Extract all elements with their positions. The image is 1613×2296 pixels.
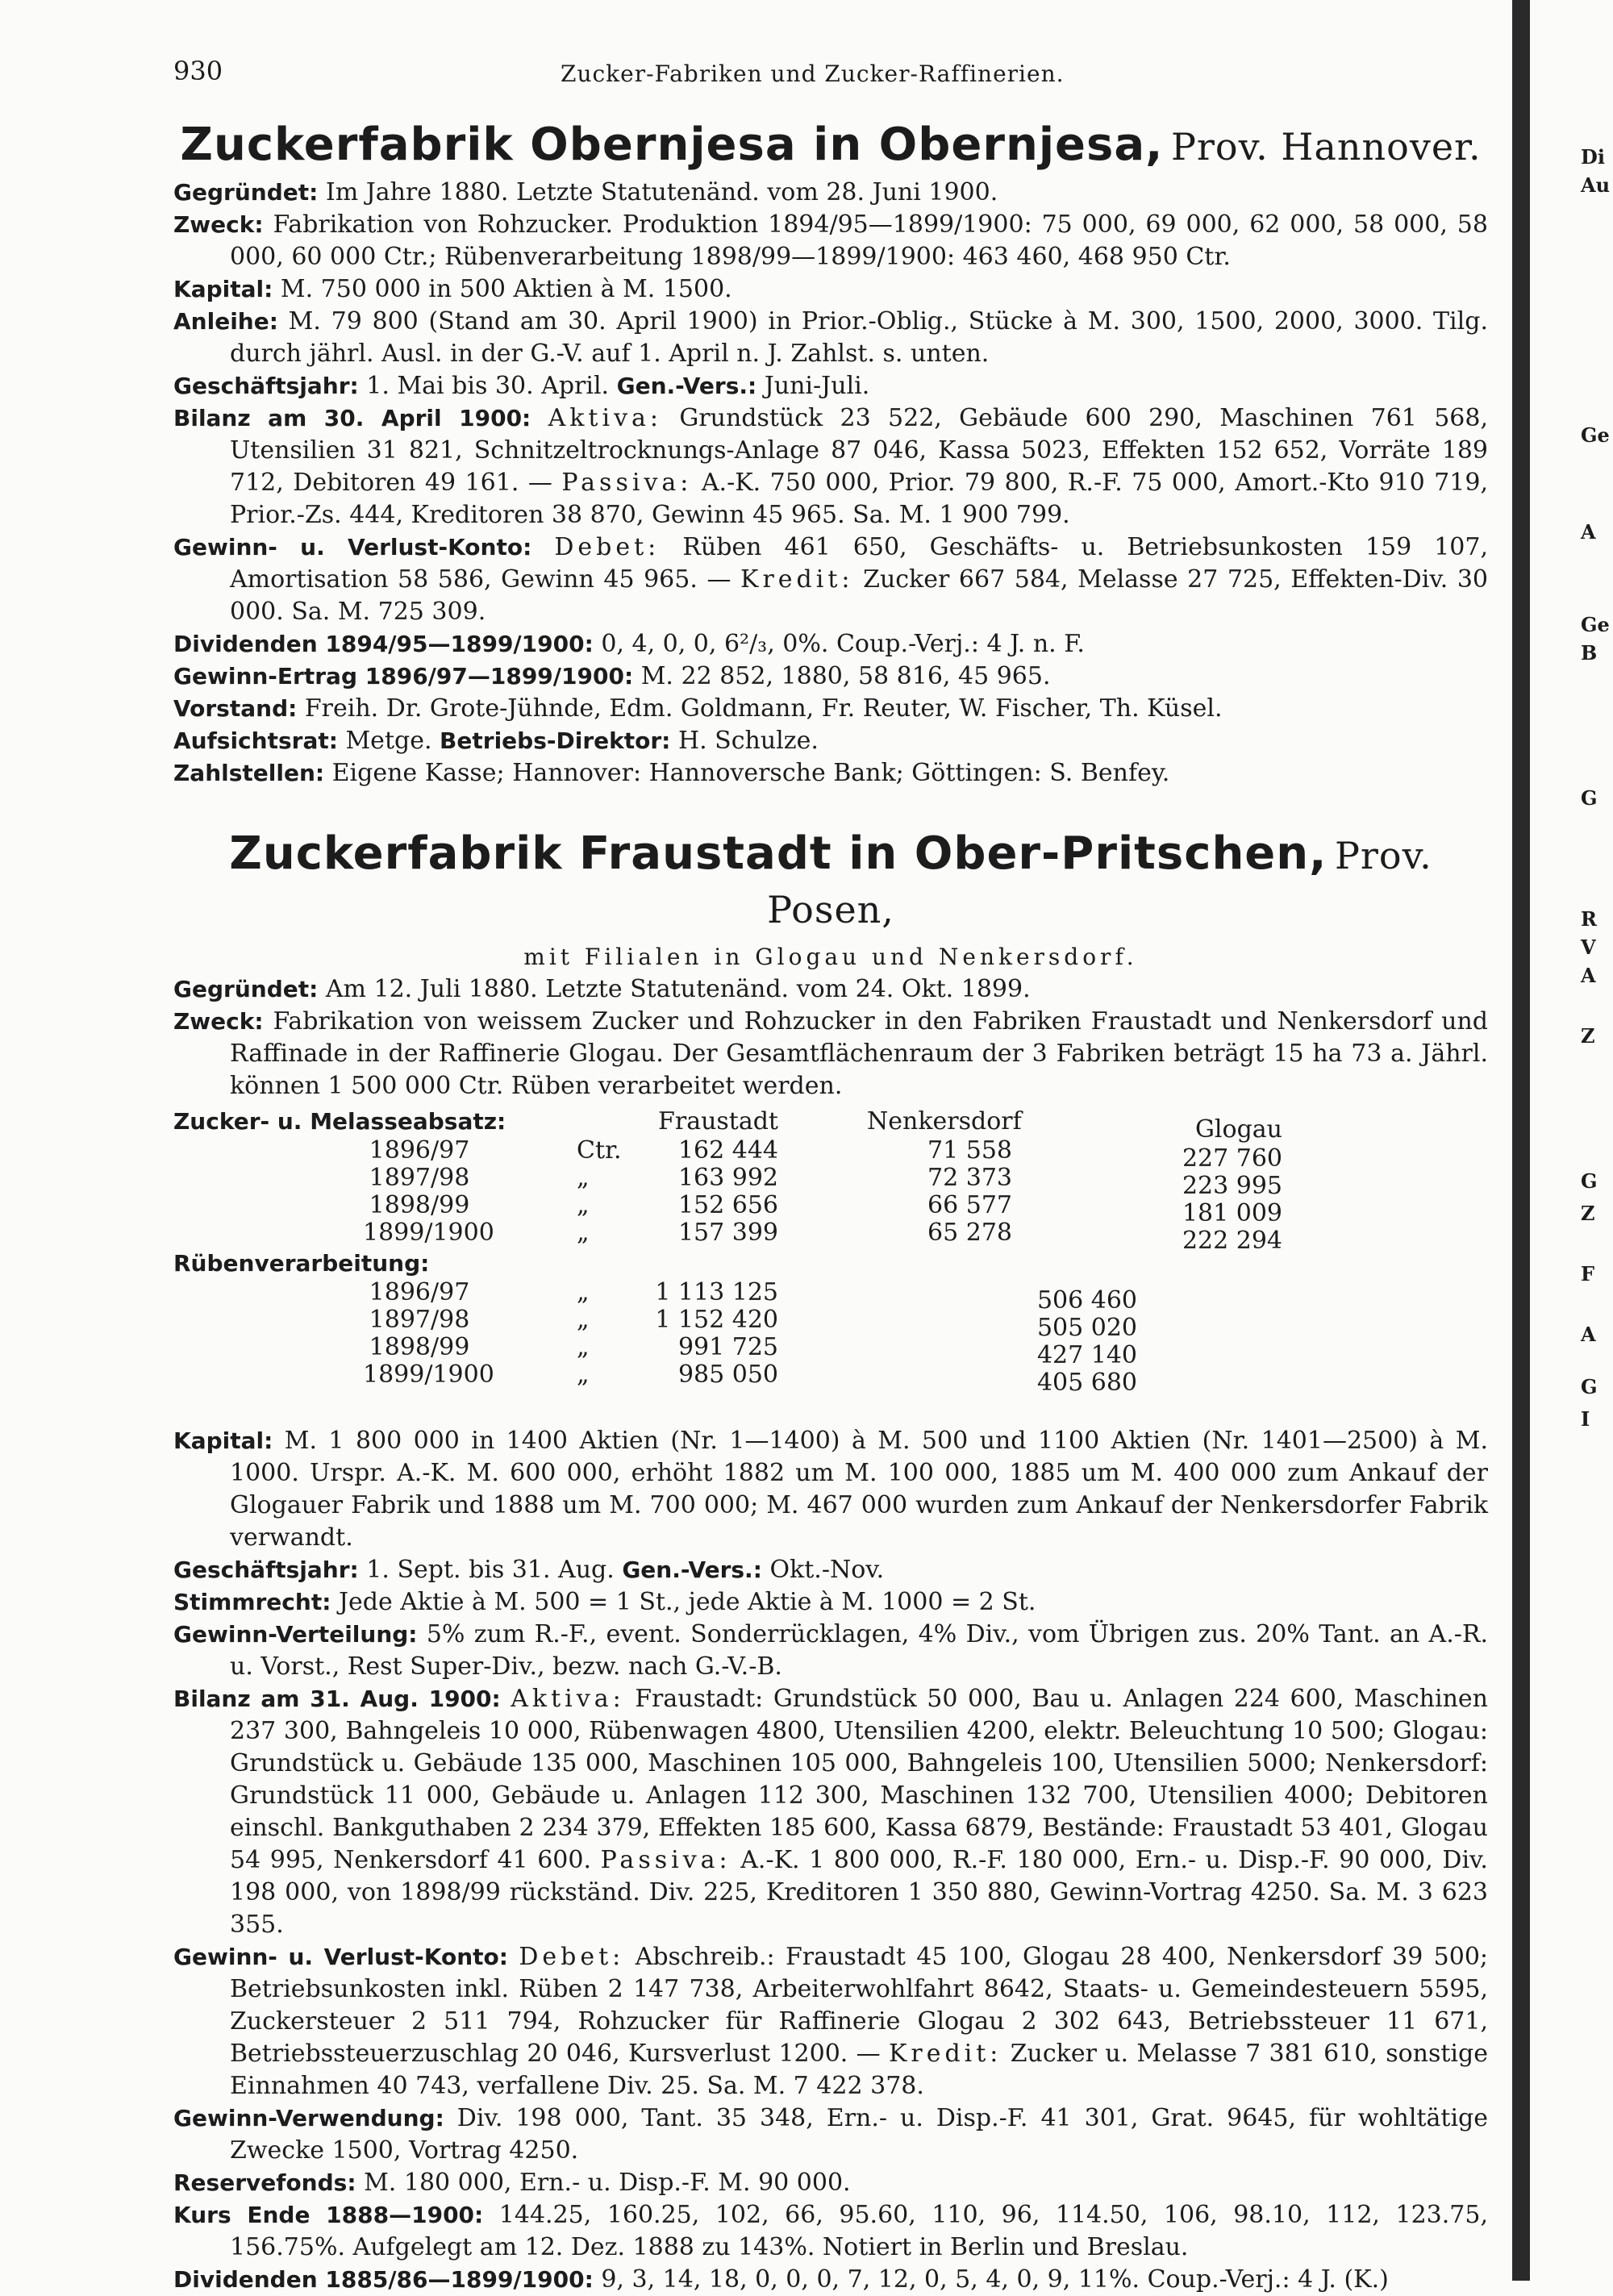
entry-gewinn-verwendung: Gewinn-Verwendung: Div. 198 000, Tant. 35 348, Ern.- u. Disp.-F. 41 301, Grat. 9645, für wohltätige Zwecke 1500, Vortrag 4250. <box>173 2104 1488 2165</box>
entry-anleihe: Anleihe: M. 79 800 (Stand am 30. April 1900) in Prior.-Oblig., Stücke à M. 300, 1500, 2000, 3000. Tilg. durch jährl. Ausl. in der G.-V. auf 1. April n. J. Zahlst. s. unten. <box>173 307 1488 368</box>
column-header: Glogau <box>1194 1115 1282 1144</box>
margin-letter: G <box>1581 786 1598 810</box>
entry-bilanz: Bilanz am 31. Aug. 1900: Aktiva: Fraustadt: Grundstück 50 000, Bau u. Anlagen 224 600, Maschinen 237 300, Bahngeleis 10 000, Rübenwagen 4800, Utensilien 4200, elektr. Beleuchtung 10 500; Glogau: Grundstück u. Gebäude 135 000, Maschinen 105 000, Bahngeleis 100, Utensilien 5000; Nenkersdorf: Grundstück 11 000, Gebäude u. Anlagen 112 300, Maschinen 132 700, Utensilien 4000; Debitoren einschl. Bankguthaben 2 234 379, Effekten 185 600, Kassa 6879, Bestände: Fraustadt 53 401, Glogau 54 995, Nenkersdorf 41 600. Passiva: A.-K. 1 800 000, R.-F. 180 000, Ern.- u. Disp.-F. 90 000, Div. 198 000, von 1898/99 rückständ. Div. 225, Kreditoren 1 350 880, Gewinn-Vortrag 4250. Sa. M. 3 623 355. <box>173 1685 1488 1939</box>
table-caption: Rübenverarbeitung: <box>173 1250 430 1277</box>
table-cell: 427 140 <box>1036 1341 1137 1369</box>
table-cell-unit: „ <box>577 1219 590 1247</box>
margin-letter: R <box>1581 907 1597 931</box>
table-cell: 157 399 <box>677 1219 778 1247</box>
entry-dividenden: Dividenden 1894/95—1899/1900: 0, 4, 0, 0, 6²/₃, 0%. Coup.-Verj.: 4 J. n. F. <box>173 630 1085 658</box>
margin-letter: G <box>1581 1169 1598 1193</box>
entry-gewinn-verlust: Gewinn- u. Verlust-Konto: Debet: Abschreib.: Fraustadt 45 100, Glogau 28 400, Nenkersdorf 39 500; Betriebsunkosten inkl. Rüben 2 147 738, Arbeiterwohlfahrt 8642, Staats- u. Gemeindesteuern 5595, Zuckersteuer 2 511 794, Rohzucker für Raffinerie Glogau 2 302 643, Betriebssteuer 11 671, Betriebssteuerzuschlag 20 046, Kursverlust 1200. — Kredit: Zucker u. Melasse 7 381 610, sonstige Einnahmen 40 743, verfallene Div. 25. Sa. M. 7 422 378. <box>173 1943 1489 2100</box>
adjacent-page-margin <box>1581 0 1613 2281</box>
firm-province: Prov. Hannover. <box>1170 125 1482 169</box>
table-cell: 1 152 420 <box>655 1306 778 1334</box>
margin-letter: A <box>1581 1323 1596 1346</box>
entry-kurs: Kurs Ende 1888—1900: 144.25, 160.25, 102, 66, 95.60, 110, 96, 114.50, 106, 98.10, 112, 123.75, 156.75%. Aufgelegt am 12. Dez. 1888 zu 143%. Notiert in Berlin und Breslau. <box>173 2201 1488 2261</box>
margin-letter: Ge <box>1581 423 1610 447</box>
firm-province: Prov. Posen, <box>767 834 1432 931</box>
table-cell-unit: „ <box>577 1361 590 1389</box>
entry-reservefonds: Reservefonds: M. 180 000, Ern.- u. Disp.-F. M. 90 000. <box>173 2169 851 2197</box>
table-cell: 985 050 <box>677 1361 778 1389</box>
firm-title <box>173 827 1488 940</box>
table-cell: 223 995 <box>1182 1172 1282 1200</box>
firm-entry-obernjesa <box>173 121 1488 790</box>
entry-gewinn-verlust: Gewinn- u. Verlust-Konto: Debet: Rüben 461 650, Geschäfts- u. Betriebsunkosten 159 107, Amortisation 58 586, Gewinn 45 965. — Kredit: Zucker 667 584, Melasse 27 725, Effekten-Div. 30 000. Sa. M. 725 309. <box>173 533 1488 626</box>
page <box>173 48 1488 2296</box>
entry-geschaeftsjahr: Geschäftsjahr: 1. Mai bis 30. April. Gen.-Vers.: Juni-Juli. <box>173 372 870 400</box>
entry-zahlstellen: Zahlstellen: Eigene Kasse; Hannover: Hannoversche Bank; Göttingen: S. Benfey. <box>173 759 1170 787</box>
margin-letter: Ge <box>1581 613 1610 636</box>
table-cell: 227 760 <box>1182 1144 1282 1173</box>
entry-dividenden: Dividenden 1885/86—1899/1900: 9, 3, 14, 18, 0, 0, 0, 7, 12, 0, 5, 4, 0, 9, 11%. Coup.-Verj.: 4 J. (K.) <box>173 2265 1389 2294</box>
running-title: Zucker-Fabriken und Zucker-Raffinerien. <box>561 60 1065 87</box>
table-cell-year: 1898/99 <box>369 1191 470 1219</box>
table-cell: 163 992 <box>677 1164 778 1192</box>
margin-letter: I <box>1581 1407 1590 1431</box>
table-cell: 65 278 <box>927 1219 1012 1247</box>
table-cell: 72 373 <box>927 1164 1012 1192</box>
margin-letter: V <box>1581 935 1596 959</box>
entry-aufsichtsrat: Aufsichtsrat: Metge. Betriebs-Direktor: H. Schulze. <box>173 727 819 755</box>
entry-kapital: Kapital: M. 1 800 000 in 1400 Aktien (Nr. 1—1400) à M. 500 und 1100 Aktien (Nr. 1401—2500) à M. 1000. Urspr. A.-K. M. 600 000, erhöht 1882 um M. 100 000, 1885 um M. 400 000 zum Ankauf der Glogauer Fabrik und 1888 um M. 700 000; M. 467 000 wurden zum Ankauf der Nenkersdorfer Fabrik verwandt. <box>173 1427 1488 1552</box>
table-cell: 405 680 <box>1036 1369 1137 1397</box>
table-cell: 66 577 <box>927 1191 1012 1219</box>
margin-letter: A <box>1581 520 1596 544</box>
table-cell-unit: „ <box>577 1333 590 1361</box>
firm-name: Zuckerfabrik Fraustadt in Ober-Pritschen, <box>229 827 1327 880</box>
table-cell: 222 294 <box>1182 1227 1282 1255</box>
table-cell-unit: „ <box>577 1164 590 1192</box>
firm-title <box>173 121 1488 177</box>
table-cell: 991 725 <box>677 1333 778 1361</box>
margin-letter: B <box>1581 641 1598 665</box>
entry-gegruendet: Gegründet: Am 12. Juli 1880. Letzte Statutenänd. vom 24. Okt. 1899. <box>173 975 1031 1003</box>
entry-bilanz: Bilanz am 30. April 1900: Aktiva: Grundstück 23 522, Gebäude 600 290, Maschinen 761 568, Utensilien 31 821, Schnitzeltrocknungs-Anlage 87 046, Kassa 5023, Effekten 152 652, Vorräte 189 712, Debitoren 49 161. — Passiva: A.-K. 750 000, Prior. 79 800, R.-F. 75 000, Amort.-Kto 910 719, Prior.-Zs. 444, Kreditoren 38 870, Gewinn 45 965. Sa. M. 1 900 799. <box>173 404 1488 529</box>
column-header: Fraustadt <box>658 1107 778 1135</box>
table-cell-year: 1898/99 <box>369 1333 470 1361</box>
margin-letter: Di <box>1581 145 1605 169</box>
entry-gegruendet: Gegründet: Im Jahre 1880. Letzte Statutenänd. vom 28. Juni 1900. <box>173 178 998 206</box>
margin-letter: G <box>1581 1375 1598 1398</box>
table-cell: 506 460 <box>1036 1286 1137 1315</box>
table-cell-year: 1899/1900 <box>363 1361 494 1389</box>
running-header <box>173 48 1488 98</box>
entry-stimmrecht: Stimmrecht: Jede Aktie à M. 500 = 1 St., jede Aktie à M. 1000 = 2 St. <box>173 1588 1036 1616</box>
margin-letter: Au <box>1581 173 1611 197</box>
entry-vorstand: Vorstand: Freih. Dr. Grote-Jühnde, Edm. Goldmann, Fr. Reuter, W. Fischer, Th. Küsel. <box>173 694 1223 723</box>
margin-letter: A <box>1581 964 1596 987</box>
table-cell: 152 656 <box>677 1191 778 1219</box>
entry-geschaeftsjahr: Geschäftsjahr: 1. Sept. bis 31. Aug. Gen.-Vers.: Okt.-Nov. <box>173 1556 885 1584</box>
table-cell-year: 1896/97 <box>369 1278 470 1306</box>
entry-gewinn-verteilung: Gewinn-Verteilung: 5% zum R.-F., event. Sonderrücklagen, 4% Div., vom Übrigen zus. 20% Tant. an A.-R. u. Vorst., Rest Super-Div., bezw. nach G.-V.-B. <box>173 1620 1488 1681</box>
entry-zweck: Zweck: Fabrikation von weissem Zucker und Rohzucker in den Fabriken Fraustadt und Nenkersdorf und Raffinade in der Raffinerie Glogau. Der Gesamtflächenraum der 3 Fabriken beträgt 15 ha 73 a. Jährl. können 1 500 000 Ctr. Rüben verarbeitet werden. <box>173 1007 1488 1100</box>
entry-kapital: Kapital: M. 750 000 in 500 Aktien à M. 1500. <box>173 275 732 303</box>
table-cell: 71 558 <box>927 1136 1012 1165</box>
table-cell-year: 1897/98 <box>369 1306 470 1334</box>
firm-name: Zuckerfabrik Obernjesa in Obernjesa, <box>180 119 1164 171</box>
sales-table <box>173 1102 1488 1425</box>
table-cell: 162 444 <box>677 1136 778 1165</box>
margin-letter: Z <box>1581 1024 1595 1048</box>
entry-zweck: Zweck: Fabrikation von Rohzucker. Produktion 1894/95—1899/1900: 75 000, 69 000, 62 000, 58 000, 58 000, 60 000 Ctr.; Rübenverarbeitung 1898/99—1899/1900: 463 460, 468 950 Ctr. <box>173 210 1488 271</box>
table-cell: 181 009 <box>1182 1199 1282 1227</box>
firm-entry-fraustadt <box>173 827 1489 2296</box>
margin-letter: Z <box>1581 1202 1595 1225</box>
column-header: Nenkersdorf <box>867 1107 1022 1135</box>
firm-subtitle: mit Filialen in Glogau und Nenkersdorf. <box>523 944 1138 970</box>
table-cell-year: 1896/97 <box>369 1136 470 1165</box>
table-cell-unit: „ <box>577 1278 590 1306</box>
table-cell: 505 020 <box>1036 1314 1137 1342</box>
table-cell-unit: Ctr. <box>577 1136 622 1165</box>
table-caption: Zucker- u. Melasseabsatz: <box>173 1108 506 1135</box>
table-cell-year: 1899/1900 <box>363 1219 494 1247</box>
page-number: 930 <box>173 56 223 86</box>
margin-letter: F <box>1581 1262 1595 1286</box>
table-cell-unit: „ <box>577 1306 590 1334</box>
table-cell-year: 1897/98 <box>369 1164 470 1192</box>
table-cell: 1 113 125 <box>655 1278 778 1306</box>
column-rule <box>1512 0 1530 2281</box>
table-cell-unit: „ <box>577 1191 590 1219</box>
entry-gewinn-ertrag: Gewinn-Ertrag 1896/97—1899/1900: M. 22 852, 1880, 58 816, 45 965. <box>173 662 1051 690</box>
